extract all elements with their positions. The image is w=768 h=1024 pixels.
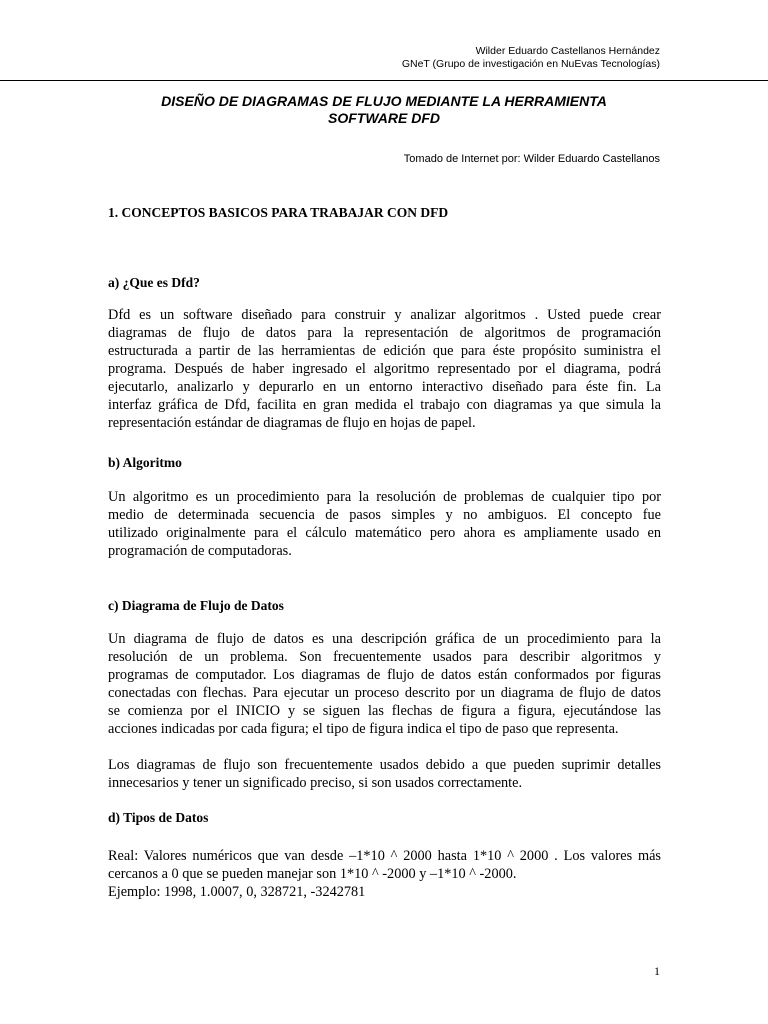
paragraph-line: estructurada a partir de las herramientas de edición que para éste propósito suministra el xyxy=(108,343,661,359)
paragraph-line: conectadas con flechas. Para ejecutar un proceso descrito por un diagrama de flujo de datos xyxy=(108,685,661,701)
subsection-b-paragraph xyxy=(108,488,661,560)
paragraph-line: resolución de un problema. Son frecuentemente usados para describir algoritmos y xyxy=(108,649,661,665)
paragraph-line: Los diagramas de flujo son frecuentemente usados debido a que pueden suprimir detalles xyxy=(108,757,661,773)
subsection-d-heading: d) Tipos de Datos xyxy=(108,810,209,825)
paragraph-line: Un diagrama de flujo de datos es una descripción gráfica de un procedimiento para la xyxy=(108,631,661,647)
paragraph-line: Ejemplo: 1998, 1.0007, 0, 328721, -3242781 xyxy=(108,884,366,900)
paragraph-line: programa. Después de haber ingresado el algoritmo representado por el diagrama, podrá xyxy=(108,361,661,377)
header-author: Wilder Eduardo Castellanos Hernández xyxy=(475,45,660,57)
paragraph-line: cercanos a 0 que se pueden manejar son 1*10 ^ -2000 y –1*10 ^ -2000. xyxy=(108,866,517,882)
page-number: 1 xyxy=(654,964,660,978)
title-line-2: SOFTWARE DFD xyxy=(328,110,440,126)
source-line: Tomado de Internet por: Wilder Eduardo Castellanos xyxy=(403,153,660,165)
paragraph-line: Dfd es un software diseñado para construir y analizar algoritmos . Usted puede crear xyxy=(108,307,661,323)
paragraph-line: se comienza por el INICIO y se siguen las flechas de figura a figura, ejecutándose las xyxy=(108,703,661,719)
subsection-a-paragraph xyxy=(108,306,661,432)
header-group: GNeT (Grupo de investigación en NuEvas Tecnologías) xyxy=(401,58,660,70)
subsection-d-paragraph xyxy=(108,847,661,901)
section-1-heading: 1. CONCEPTOS BASICOS PARA TRABAJAR CON DFD xyxy=(108,205,449,220)
paragraph-line: diagramas de flujo de datos para la representación de algoritmos de programación xyxy=(108,325,661,341)
subsection-c-paragraph-1 xyxy=(108,630,661,738)
paragraph-line: innecesarios y tener un significado preciso, si son usados correctamente. xyxy=(108,775,523,791)
subsection-a-heading: a) ¿Que es Dfd? xyxy=(108,275,200,290)
paragraph-line: ejecutarlo, analizarlo y depurarlo en un entorno interactivo diseñado para éste fin. La xyxy=(108,379,661,395)
page-header xyxy=(402,45,660,71)
paragraph-line: medio de determinada secuencia de pasos simples y no ambiguos. El concepto fue xyxy=(108,507,661,523)
paragraph-line: acciones indicadas por cada figura; el tipo de figura indica el tipo de paso que representa. xyxy=(108,721,619,737)
paragraph-line: programas de computador. Los diagramas de flujo de datos están conformados por figuras xyxy=(108,667,661,683)
header-rule xyxy=(0,80,768,81)
title-line-1: DISEÑO DE DIAGRAMAS DE FLUJO MEDIANTE LA HERRAMIENTA xyxy=(161,93,607,109)
subsection-c-heading: c) Diagrama de Flujo de Datos xyxy=(108,598,284,613)
paragraph-line: utilizado originalmente para el cálculo matemático pero ahora es ampliamente usado en xyxy=(108,525,661,541)
subsection-c-paragraph-2 xyxy=(108,756,661,792)
paragraph-line: representación estándar de diagramas de flujo en hojas de papel. xyxy=(108,415,476,431)
paragraph-line: Real: Valores numéricos que van desde –1*10 ^ 2000 hasta 1*10 ^ 2000 . Los valores más xyxy=(108,848,661,864)
paragraph-line: Un algoritmo es un procedimiento para la resolución de problemas de cualquier tipo por xyxy=(108,489,661,505)
paragraph-line: programación de computadoras. xyxy=(108,543,292,559)
subsection-b-heading: b) Algoritmo xyxy=(108,455,182,470)
paragraph-line: interfaz gráfica de Dfd, facilita en gran medida el trabajo con diagramas ya que simula la xyxy=(108,397,661,413)
document-title xyxy=(0,93,768,127)
